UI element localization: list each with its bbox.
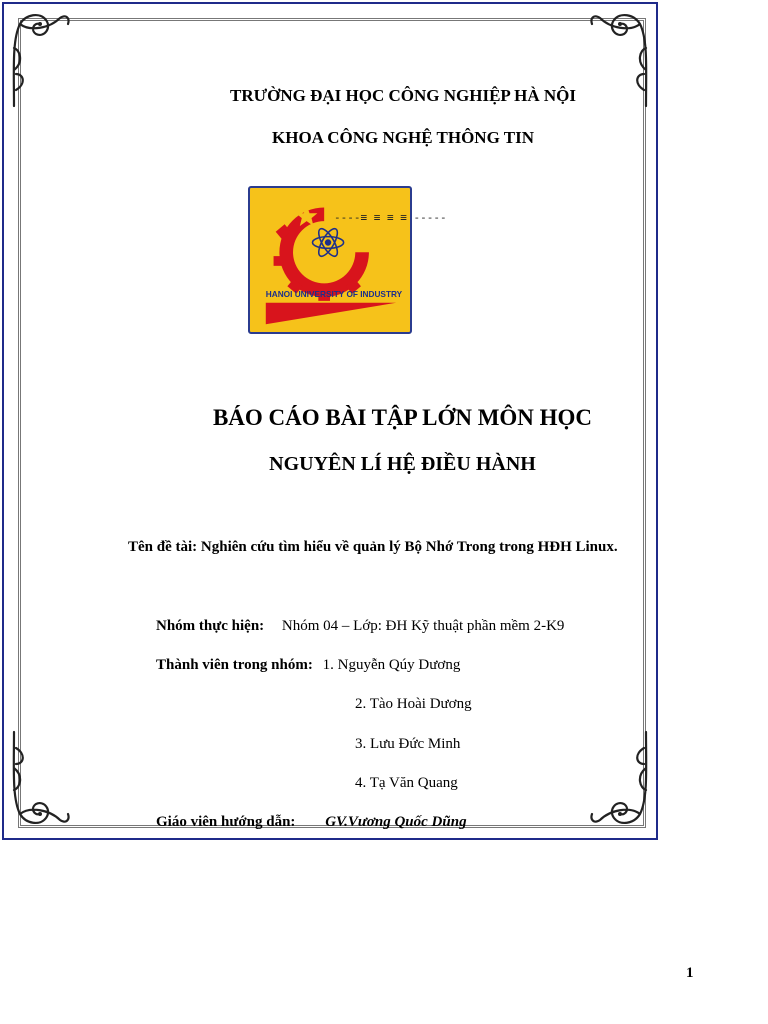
faculty-name: KHOA CÔNG NGHỆ THÔNG TIN [272,128,534,147]
members-label: Thành viên trong nhóm: [156,657,313,673]
university-logo [248,186,412,334]
page-number: 1 [686,965,694,981]
group-row [156,618,564,635]
corner-ornament-bottom-right [588,728,650,828]
topic-value: Nghiên cứu tìm hiểu về quản lý Bộ Nhớ Trong trong HĐH Linux. [200,539,618,555]
logo-caption: ----≡ ≡ ≡ ≡ ----- [334,211,447,224]
topic-label: Tên đề tài: [128,539,198,555]
corner-ornament-top-left [10,10,72,110]
university-name: TRƯỜNG ĐẠI HỌC CÔNG NGHIỆP HÀ NỘI [229,86,576,105]
advisor-value: GV.Vương Quốc Dũng [325,814,467,830]
advisor-label: Giáo viên hướng dẫn: [156,814,296,830]
member-item: 2. Tào Hoài Dương [355,696,472,712]
member-item: 4. Tạ Văn Quang [355,775,458,791]
topic-row [128,539,618,556]
member-item: 3. Lưu Đức Minh [355,736,461,752]
group-value: Nhóm 04 – Lớp: ĐH Kỹ thuật phần mềm 2-K9 [281,618,565,634]
atom-icon [312,226,343,259]
course-title: NGUYÊN LÍ HỆ ĐIỀU HÀNH [269,453,536,475]
corner-ornament-bottom-left [10,728,72,828]
logo-name: HANOI UNIVERSITY OF INDUSTRY [265,289,403,299]
members-row [156,657,460,674]
report-title: BÁO CÁO BÀI TẬP LỚN MÔN HỌC [212,405,593,430]
advisor-row [156,814,467,831]
group-label: Nhóm thực hiện: [156,618,265,634]
member-item: 1. Nguyễn Qúy Dương [322,657,461,673]
